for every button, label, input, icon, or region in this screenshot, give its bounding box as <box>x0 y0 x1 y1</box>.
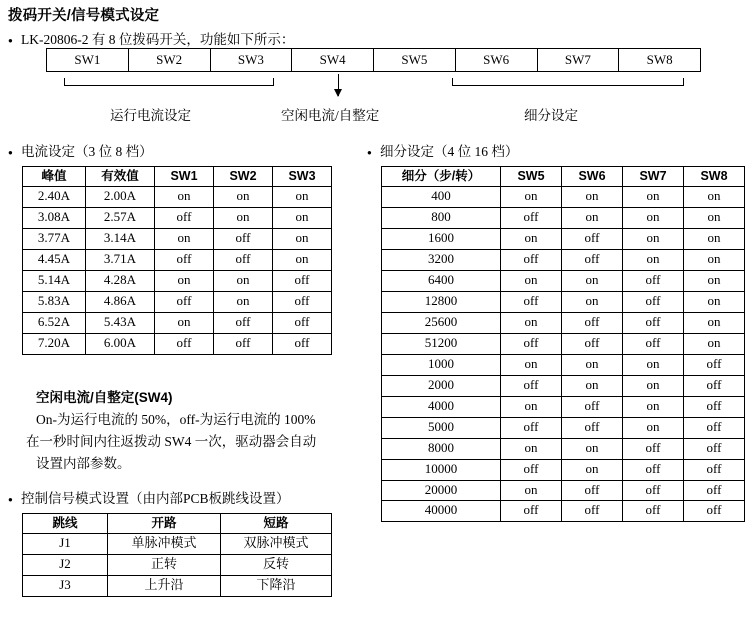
cell-rms: 3.14A <box>86 229 155 250</box>
cell-sw5: off <box>501 333 562 354</box>
switch-cell-sw4: SW4 <box>292 49 374 71</box>
cell-sw8: off <box>684 459 745 480</box>
table-row <box>382 187 745 208</box>
cell-sw5: off <box>501 501 562 522</box>
cell-sw7: off <box>623 438 684 459</box>
table-row <box>23 208 332 229</box>
cell-microstep: 6400 <box>382 271 501 292</box>
cell-sw1: on <box>155 271 214 292</box>
table-header-row <box>382 167 745 187</box>
cell-sw5: off <box>501 292 562 313</box>
cell-short: 下降沿 <box>221 576 332 597</box>
cell-sw3: off <box>273 271 332 292</box>
cell-rms: 2.57A <box>86 208 155 229</box>
cell-microstep: 8000 <box>382 438 501 459</box>
cell-sw6: on <box>562 459 623 480</box>
col-sw1: SW1 <box>155 167 214 187</box>
cell-sw1: on <box>155 187 214 208</box>
current-heading-text: 电流设定（3 位 8 档） <box>21 144 153 159</box>
cell-peak: 6.52A <box>23 313 86 334</box>
cell-rms: 4.28A <box>86 271 155 292</box>
cell-sw8: off <box>684 375 745 396</box>
jumper-heading-text: 控制信号模式设置（由内部PCB板跳线设置） <box>21 491 290 506</box>
bracket-microstep <box>452 78 684 86</box>
cell-sw5: on <box>501 480 562 501</box>
microstep-setting-table <box>381 166 745 522</box>
cell-sw6: on <box>562 375 623 396</box>
col-jumper: 跳线 <box>23 514 108 534</box>
cell-sw8: on <box>684 292 745 313</box>
table-row <box>382 250 745 271</box>
cell-rms: 4.86A <box>86 292 155 313</box>
col-rms: 有效值 <box>86 167 155 187</box>
current-setting-table <box>22 166 332 355</box>
cell-microstep: 400 <box>382 187 501 208</box>
cell-sw5: on <box>501 354 562 375</box>
cell-sw6: on <box>562 438 623 459</box>
col-microstep: 细分（步/转） <box>382 167 501 187</box>
cell-sw8: on <box>684 208 745 229</box>
cell-sw2: off <box>214 333 273 354</box>
cell-sw8: off <box>684 396 745 417</box>
table-row <box>382 292 745 313</box>
cell-sw5: off <box>501 417 562 438</box>
cell-sw7: on <box>623 375 684 396</box>
cell-sw8: on <box>684 333 745 354</box>
cell-sw6: off <box>562 229 623 250</box>
cell-sw2: on <box>214 208 273 229</box>
idle-current-heading: 空闲电流/自整定(SW4) <box>36 390 173 405</box>
cell-sw7: on <box>623 208 684 229</box>
jumper-setting-table <box>22 513 332 597</box>
table-row <box>23 313 332 334</box>
cell-sw2: on <box>214 187 273 208</box>
cell-sw7: off <box>623 333 684 354</box>
table-row <box>23 333 332 354</box>
cell-microstep: 1600 <box>382 229 501 250</box>
cell-sw5: on <box>501 187 562 208</box>
cell-peak: 3.77A <box>23 229 86 250</box>
table-row <box>23 534 332 555</box>
cell-jumper: J1 <box>23 534 108 555</box>
arrow-idle-current <box>338 74 339 96</box>
cell-sw8: on <box>684 250 745 271</box>
col-sw8: SW8 <box>684 167 745 187</box>
cell-microstep: 1000 <box>382 354 501 375</box>
caption-microstep: 细分设定 <box>524 108 578 123</box>
cell-sw5: on <box>501 313 562 334</box>
switch-cell-sw6: SW6 <box>456 49 538 71</box>
col-sw3: SW3 <box>273 167 332 187</box>
bullet-icon <box>367 144 380 160</box>
cell-microstep: 10000 <box>382 459 501 480</box>
cell-microstep: 5000 <box>382 417 501 438</box>
current-section-heading <box>8 140 153 160</box>
cell-microstep: 25600 <box>382 313 501 334</box>
table-row <box>382 438 745 459</box>
cell-rms: 6.00A <box>86 333 155 354</box>
col-sw5: SW5 <box>501 167 562 187</box>
cell-sw2: off <box>214 229 273 250</box>
table-row <box>23 576 332 597</box>
cell-sw2: off <box>214 313 273 334</box>
table-row <box>382 354 745 375</box>
microstep-section-heading <box>367 140 518 160</box>
cell-sw1: off <box>155 250 214 271</box>
jumper-section-heading <box>8 487 290 507</box>
switch-cell-sw3: SW3 <box>211 49 293 71</box>
table-row <box>382 396 745 417</box>
caption-idle-current: 空闲电流/自整定 <box>281 108 380 123</box>
cell-sw8: off <box>684 501 745 522</box>
cell-sw7: off <box>623 459 684 480</box>
cell-sw3: on <box>273 229 332 250</box>
cell-sw7: on <box>623 417 684 438</box>
table-row <box>382 271 745 292</box>
cell-sw6: off <box>562 480 623 501</box>
cell-sw3: on <box>273 187 332 208</box>
cell-sw7: off <box>623 292 684 313</box>
cell-microstep: 3200 <box>382 250 501 271</box>
cell-sw6: off <box>562 501 623 522</box>
cell-sw2: on <box>214 292 273 313</box>
cell-sw7: off <box>623 313 684 334</box>
cell-sw8: off <box>684 438 745 459</box>
bracket-run-current <box>64 78 274 86</box>
cell-sw6: on <box>562 271 623 292</box>
cell-sw6: on <box>562 354 623 375</box>
cell-sw8: off <box>684 354 745 375</box>
intro-text: LK-20806-2 有 8 位拨码开关，功能如下所示： <box>21 32 295 47</box>
cell-sw5: off <box>501 375 562 396</box>
table-row <box>382 375 745 396</box>
cell-sw5: off <box>501 459 562 480</box>
cell-sw3: on <box>273 208 332 229</box>
cell-sw6: off <box>562 333 623 354</box>
cell-sw5: off <box>501 250 562 271</box>
cell-sw3: off <box>273 292 332 313</box>
switch-cell-sw2: SW2 <box>129 49 211 71</box>
cell-sw1: off <box>155 333 214 354</box>
cell-sw5: on <box>501 229 562 250</box>
switch-cell-sw8: SW8 <box>646 52 673 67</box>
cell-rms: 3.71A <box>86 250 155 271</box>
cell-peak: 4.45A <box>23 250 86 271</box>
cell-sw8: off <box>684 417 745 438</box>
bullet-icon <box>8 491 21 507</box>
cell-open: 上升沿 <box>108 576 221 597</box>
table-row <box>23 555 332 576</box>
cell-sw7: off <box>623 480 684 501</box>
cell-peak: 5.14A <box>23 271 86 292</box>
cell-sw6: off <box>562 417 623 438</box>
cell-sw3: off <box>273 333 332 354</box>
cell-microstep: 20000 <box>382 480 501 501</box>
col-sw2: SW2 <box>214 167 273 187</box>
cell-sw8: on <box>684 313 745 334</box>
cell-open: 正转 <box>108 555 221 576</box>
cell-sw5: on <box>501 396 562 417</box>
cell-short: 双脉冲模式 <box>221 534 332 555</box>
cell-sw7: on <box>623 396 684 417</box>
table-row <box>382 480 745 501</box>
table-header-row <box>23 167 332 187</box>
cell-sw1: on <box>155 229 214 250</box>
switch-cell-sw7: SW7 <box>538 49 620 71</box>
cell-sw2: off <box>214 250 273 271</box>
idle-current-paragraph-line3: 设置内部参数。 <box>36 456 131 471</box>
table-row <box>382 459 745 480</box>
col-sw7: SW7 <box>623 167 684 187</box>
cell-sw7: on <box>623 229 684 250</box>
cell-sw8: on <box>684 271 745 292</box>
cell-microstep: 51200 <box>382 333 501 354</box>
cell-sw6: on <box>562 208 623 229</box>
cell-sw6: off <box>562 396 623 417</box>
cell-peak: 3.08A <box>23 208 86 229</box>
cell-short: 反转 <box>221 555 332 576</box>
cell-sw5: off <box>501 208 562 229</box>
cell-sw3: on <box>273 250 332 271</box>
col-open: 开路 <box>108 514 221 534</box>
idle-current-paragraph-line2: 在一秒时间内往返拨动 SW4 一次，驱动器会自动 <box>26 434 317 449</box>
cell-sw6: on <box>562 187 623 208</box>
page-title: 拨码开关/信号模式设定 <box>8 8 160 24</box>
table-row <box>23 250 332 271</box>
cell-microstep: 40000 <box>382 501 501 522</box>
cell-sw7: on <box>623 250 684 271</box>
cell-sw1: off <box>155 292 214 313</box>
table-row <box>23 271 332 292</box>
table-row <box>23 187 332 208</box>
cell-sw1: off <box>155 208 214 229</box>
cell-microstep: 800 <box>382 208 501 229</box>
microstep-heading-text: 细分设定（4 位 16 档） <box>380 144 519 159</box>
cell-peak: 2.40A <box>23 187 86 208</box>
cell-sw8: off <box>684 480 745 501</box>
cell-sw6: on <box>562 292 623 313</box>
dip-switch-strip <box>46 48 701 72</box>
col-sw6: SW6 <box>562 167 623 187</box>
cell-sw5: on <box>501 438 562 459</box>
cell-sw5: on <box>501 271 562 292</box>
table-row <box>382 208 745 229</box>
col-peak: 峰值 <box>23 167 86 187</box>
cell-jumper: J3 <box>23 576 108 597</box>
bullet-icon <box>8 32 21 48</box>
cell-microstep: 4000 <box>382 396 501 417</box>
cell-microstep: 12800 <box>382 292 501 313</box>
cell-sw6: off <box>562 250 623 271</box>
table-row <box>382 333 745 354</box>
cell-peak: 5.83A <box>23 292 86 313</box>
cell-sw6: off <box>562 313 623 334</box>
idle-current-paragraph-line1: On-为运行电流的 50%，off-为运行电流的 100% <box>36 412 316 427</box>
table-row <box>382 417 745 438</box>
caption-run-current: 运行电流设定 <box>110 108 191 123</box>
cell-rms: 5.43A <box>86 313 155 334</box>
bullet-icon <box>8 144 21 160</box>
cell-sw1: on <box>155 313 214 334</box>
cell-sw7: on <box>623 187 684 208</box>
intro-line <box>8 28 294 48</box>
table-row <box>382 229 745 250</box>
cell-peak: 7.20A <box>23 333 86 354</box>
cell-open: 单脉冲模式 <box>108 534 221 555</box>
cell-sw7: on <box>623 354 684 375</box>
cell-microstep: 2000 <box>382 375 501 396</box>
cell-sw2: on <box>214 271 273 292</box>
cell-sw3: off <box>273 313 332 334</box>
switch-cell-sw1: SW1 <box>47 49 129 71</box>
cell-sw7: off <box>623 501 684 522</box>
cell-rms: 2.00A <box>86 187 155 208</box>
cell-jumper: J2 <box>23 555 108 576</box>
col-short: 短路 <box>221 514 332 534</box>
table-row <box>23 292 332 313</box>
table-header-row <box>23 514 332 534</box>
cell-sw8: on <box>684 229 745 250</box>
table-row <box>23 229 332 250</box>
cell-sw8: on <box>684 187 745 208</box>
table-row <box>382 501 745 522</box>
cell-sw7: off <box>623 271 684 292</box>
switch-cell-sw5: SW5 <box>374 49 456 71</box>
table-row <box>382 313 745 334</box>
